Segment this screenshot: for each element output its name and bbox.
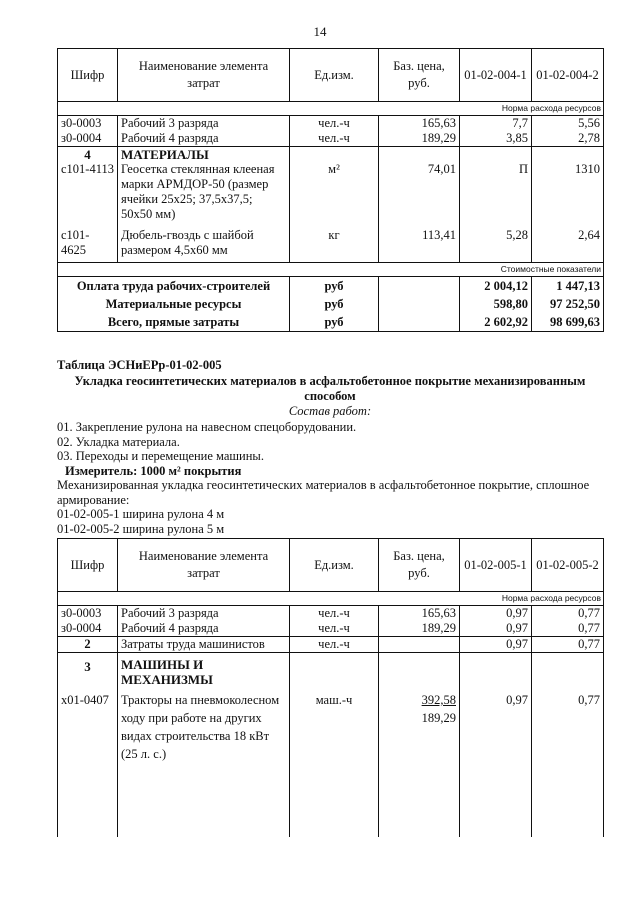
norm-subheader-row: [58, 102, 604, 116]
resource-table-01-02-004: [57, 48, 604, 332]
row-value-a: 0,97: [460, 637, 532, 653]
total-value-a: 598,80: [460, 295, 532, 313]
row-price-secondary: 189,29: [421, 711, 456, 725]
row-code: с101-4113: [58, 162, 118, 228]
header-price: Баз. цена, руб.: [379, 539, 460, 592]
header-col-b: 01-02-005-2: [532, 539, 604, 592]
total-row: [58, 295, 604, 313]
row-code: 2: [58, 637, 118, 653]
row-value-a: 0,97: [460, 621, 532, 637]
section-row: [58, 147, 604, 163]
row-name: Затраты труда машинистов: [118, 637, 290, 653]
header-name: Наименование элемента затрат: [118, 49, 290, 102]
header-name: Наименование элемента затрат: [118, 539, 290, 592]
cost-subheader: Стоимостные показатели: [58, 263, 604, 277]
row-name: Дюбель-гвоздь с шайбой размером 4,5х60 мм: [118, 228, 290, 263]
section-number: 3: [58, 653, 118, 688]
total-value-a: 2 004,12: [460, 277, 532, 296]
row-unit: чел.-ч: [290, 606, 379, 622]
table-row: [58, 116, 604, 132]
row-unit: чел.-ч: [290, 637, 379, 653]
header-price: Баз. цена, руб.: [379, 49, 460, 102]
row-name: Рабочий 3 разряда: [118, 606, 290, 622]
norm-subheader-row: [58, 592, 604, 606]
section-title: МАШИНЫ И МЕХАНИЗМЫ: [118, 653, 290, 688]
total-name: Материальные ресурсы: [58, 295, 290, 313]
header-col-a: 01-02-004-1: [460, 49, 532, 102]
total-row: [58, 277, 604, 296]
row-value-b: 2,64: [532, 228, 604, 263]
total-value-b: 1 447,13: [532, 277, 604, 296]
row-value-b: 0,77: [532, 621, 604, 637]
row-code: с101-4625: [58, 228, 118, 263]
table-row: [58, 621, 604, 637]
section-row: [58, 653, 604, 688]
row-code: з0-0004: [58, 621, 118, 637]
row-price-group: [379, 687, 460, 777]
row-name: Рабочий 3 разряда: [118, 116, 290, 132]
table-header-row: [58, 539, 604, 592]
header-col-b: 01-02-004-2: [532, 49, 604, 102]
variant-item: 01-02-005-1 ширина рулона 4 м: [57, 507, 225, 521]
work-item: 01. Закрепление рулона на навесном спецоборудовании.: [57, 420, 357, 434]
header-code: Шифр: [58, 49, 118, 102]
row-value-a: 7,7: [460, 116, 532, 132]
table-title: Укладка геосинтетических материалов в асфальтобетонное покрытие механизированным способом: [74, 374, 586, 403]
cost-subheader-row: [58, 263, 604, 277]
row-value-b: 0,77: [532, 606, 604, 622]
machinist-row: [58, 637, 604, 653]
total-name: Всего, прямые затраты: [58, 313, 290, 332]
row-value-b: 1310: [532, 162, 604, 228]
header-code: Шифр: [58, 539, 118, 592]
works-list: [57, 420, 603, 536]
work-item: 03. Переходы и перемещение машины.: [57, 449, 264, 463]
header-col-a: 01-02-005-1: [460, 539, 532, 592]
meter-label: Измеритель: 1000 м² покрытия: [65, 463, 242, 478]
row-value-b: 0,77: [532, 637, 604, 653]
total-row: [58, 313, 604, 332]
norm-subheader: Норма расхода ресурсов: [58, 592, 604, 606]
row-price: 113,41: [379, 228, 460, 263]
row-value-b: 2,78: [532, 131, 604, 147]
row-unit: чел.-ч: [290, 116, 379, 132]
row-code: з0-0003: [58, 116, 118, 132]
table-row: [58, 687, 604, 777]
row-value-a: 3,85: [460, 131, 532, 147]
resource-table-01-02-005: [57, 538, 604, 837]
variant-item: 01-02-005-2 ширина рулона 5 м: [57, 521, 225, 536]
row-price: 189,29: [379, 621, 460, 637]
total-value-b: 98 699,63: [532, 313, 604, 332]
table-header-row: [58, 49, 604, 102]
total-unit: руб: [290, 313, 379, 332]
header-unit: Ед.изм.: [290, 49, 379, 102]
total-value-a: 2 602,92: [460, 313, 532, 332]
row-price: 189,29: [379, 131, 460, 147]
row-price: 165,63: [379, 116, 460, 132]
total-value-b: 97 252,50: [532, 295, 604, 313]
work-item: 02. Укладка материала.: [57, 434, 180, 449]
row-value-b: 0,77: [532, 687, 604, 777]
row-name: Тракторы на пневмоколесном ходу при работе на других видах строительства 18 кВт (25 л. с.): [118, 687, 290, 777]
row-name: Геосетка стеклянная клееная марки АРМДОР-50 (размер ячейки 25х25; 37,5х37,5; 50х50 мм): [118, 162, 290, 228]
row-price: 74,01: [379, 162, 460, 228]
row-value-a: 0,97: [460, 687, 532, 777]
section-title: МАТЕРИАЛЫ: [118, 147, 290, 163]
works-heading: Состав работ:: [288, 404, 372, 418]
total-unit: руб: [290, 277, 379, 296]
table-row: [58, 228, 604, 263]
row-value-a: П: [460, 162, 532, 228]
row-name: Рабочий 4 разряда: [118, 621, 290, 637]
table-row: [58, 131, 604, 147]
page-number: 14: [313, 24, 327, 39]
row-unit: маш.-ч: [290, 687, 379, 777]
row-unit: чел.-ч: [290, 621, 379, 637]
total-name: Оплата труда рабочих-строителей: [58, 277, 290, 296]
section-number: 4: [58, 147, 118, 163]
row-name: Рабочий 4 разряда: [118, 131, 290, 147]
norm-subheader: Норма расхода ресурсов: [58, 102, 604, 116]
header-unit: Ед.изм.: [290, 539, 379, 592]
row-value-b: 5,56: [532, 116, 604, 132]
table-spacer-row: [58, 777, 604, 837]
row-code: з0-0004: [58, 131, 118, 147]
row-value-a: 0,97: [460, 606, 532, 622]
table-caption: Таблица ЭСНиЕРр-01-02-005: [57, 358, 222, 372]
row-price: 392,58: [421, 693, 456, 707]
table-row: [58, 606, 604, 622]
row-code: х01-0407: [58, 687, 118, 777]
row-unit: чел.-ч: [290, 131, 379, 147]
row-price: 165,63: [379, 606, 460, 622]
row-unit: кг: [290, 228, 379, 263]
table-row: [58, 162, 604, 228]
description: Механизированная укладка геосинтетических материалов в асфальтобетонное покрытие, сплошное армирование:: [57, 478, 590, 507]
total-unit: руб: [290, 295, 379, 313]
row-unit: м²: [290, 162, 379, 228]
row-code: з0-0003: [58, 606, 118, 622]
row-value-a: 5,28: [460, 228, 532, 263]
